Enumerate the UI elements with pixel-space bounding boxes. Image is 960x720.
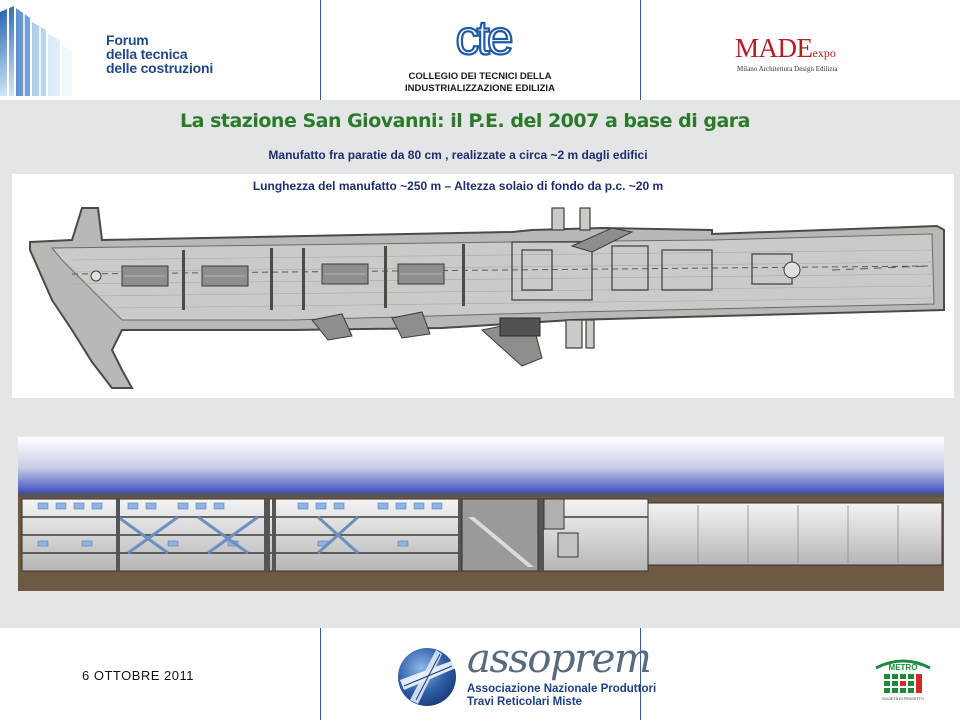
forum-logo-text <box>106 33 256 75</box>
assoprem-logo-text: assoprem <box>467 636 651 682</box>
assoprem-line-1: Associazione Nazionale Produttori <box>467 683 657 695</box>
assoprem-line-2: Travi Reticolari Miste <box>467 696 583 708</box>
metro-tagline: SOCIETÀ DI PROGETTO <box>882 697 924 701</box>
section-sky <box>18 437 944 493</box>
plan-niche-left <box>91 271 101 281</box>
section-shaft-box <box>544 499 564 529</box>
made-logo-text: MADE <box>735 33 813 63</box>
cte-line-2: INDUSTRIALIZZAZIONE EDILIZIA <box>405 83 555 94</box>
plan-caption: Lunghezza del manufatto ~250 m – Altezza solaio di fondo da p.c. ~20 m <box>252 179 664 193</box>
station-section-drawing <box>18 437 944 591</box>
made-expo-text: expo <box>812 46 836 60</box>
forum-line-1: Forum <box>106 32 149 48</box>
station-plan-drawing <box>12 190 954 390</box>
slide-header <box>0 0 960 100</box>
header-divider-right <box>640 0 641 100</box>
cte-logo-caption <box>330 71 630 95</box>
section-shaft <box>462 499 538 571</box>
made-subtitle: Milano Architettura Design Edilizia <box>737 65 838 73</box>
forum-line-2: della tecnica <box>106 46 188 62</box>
slide-subtitle: Manufatto fra paratie da 80 cm , realizzate a circa ~2 m dagli edifici <box>268 148 648 162</box>
section-shaft-box-low <box>558 533 578 557</box>
forum-line-3: delle costruzioni <box>106 60 214 76</box>
header-divider-left <box>320 0 321 100</box>
cte-line-1: COLLEGIO DEI TECNICI DELLA <box>408 71 552 82</box>
cte-logo-text: cte <box>455 12 511 65</box>
made-expo-logo <box>735 34 836 67</box>
assoprem-globe-icon <box>396 646 458 708</box>
metro-logo-text: METRO <box>888 663 918 672</box>
presentation-date: 6 OTTOBRE 2011 <box>82 668 195 683</box>
section-ground-line <box>18 493 944 497</box>
plan-exit-box <box>500 318 540 336</box>
forum-logo-icon <box>0 0 100 100</box>
plan-niche-right <box>784 262 800 278</box>
metro-logo-icon <box>872 654 934 702</box>
footer-divider-left <box>320 628 321 720</box>
cte-logo <box>440 10 526 66</box>
slide-title: La stazione San Giovanni: il P.E. del 2007 a base di gara <box>180 110 750 132</box>
